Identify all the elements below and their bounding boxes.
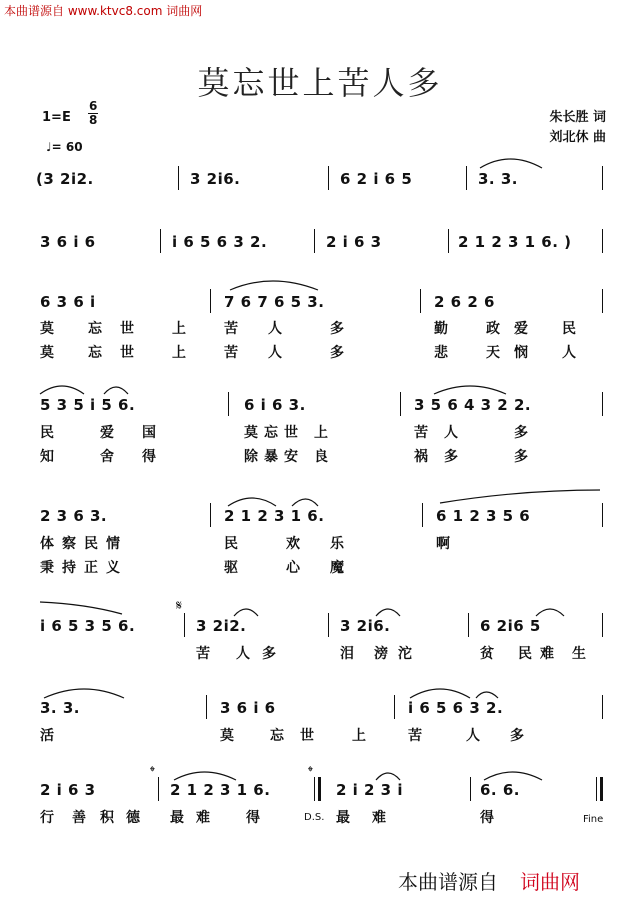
slur bbox=[376, 773, 400, 780]
watermark-bottom bbox=[398, 866, 580, 895]
lyric: 莫 bbox=[220, 728, 234, 744]
lyric: 人 bbox=[268, 321, 282, 337]
lyric: 心 bbox=[286, 560, 300, 576]
slur bbox=[536, 609, 564, 616]
lyric: 沱 bbox=[398, 646, 412, 662]
lyric: 爱 bbox=[100, 425, 114, 441]
lyric: 最 bbox=[336, 810, 350, 826]
lyric: 情 bbox=[106, 536, 120, 552]
measure: 2 1 2 3 1 6. bbox=[170, 781, 271, 799]
lyric: 难 bbox=[540, 646, 554, 662]
lyric: 体 bbox=[40, 536, 54, 552]
lyric: 泪 bbox=[340, 646, 354, 662]
lyric: 难 bbox=[196, 810, 210, 826]
tempo-marking: ♩= 60 bbox=[46, 140, 83, 154]
lyric: 悯 bbox=[514, 345, 528, 361]
measure: 6 3 6 i bbox=[40, 293, 96, 311]
slur bbox=[40, 602, 122, 614]
lyric: 得 bbox=[246, 810, 260, 826]
lyric: 悲 bbox=[434, 345, 448, 361]
measure: 6 2i6 5 bbox=[480, 617, 541, 635]
lyric: 多 bbox=[514, 425, 528, 441]
lyric: 贫 bbox=[480, 646, 494, 662]
slur bbox=[292, 499, 318, 506]
lyric: 人 bbox=[444, 425, 458, 441]
watermark-bottom-right: 词曲网 bbox=[520, 870, 580, 894]
lyric: 行 bbox=[40, 810, 54, 826]
lyric: 得 bbox=[480, 810, 494, 826]
lyric: 生 bbox=[572, 646, 586, 662]
slur bbox=[228, 498, 276, 506]
lyric: 察 bbox=[62, 536, 76, 552]
lyric: 莫 bbox=[244, 425, 258, 441]
slur bbox=[376, 609, 400, 616]
meter-bottom: 8 bbox=[89, 113, 98, 127]
lyric: 除 bbox=[244, 449, 258, 465]
lyric: 苦 bbox=[408, 728, 422, 744]
lyric: 多 bbox=[330, 321, 344, 337]
lyric: 啊 bbox=[436, 536, 450, 552]
slur bbox=[230, 281, 318, 290]
lyricist-credit: 朱长胜 词 bbox=[549, 110, 606, 125]
measure: 2 6 2 6 bbox=[434, 293, 495, 311]
lyric: 世 bbox=[120, 345, 134, 361]
watermark-top: 本曲谱源自 www.ktvc8.com 词曲网 bbox=[4, 4, 203, 18]
coda-symbol: 𝄌 bbox=[308, 764, 313, 780]
measure: 6. 6. bbox=[480, 781, 520, 799]
lyric: 民 bbox=[562, 321, 576, 337]
lyric: 政 bbox=[486, 321, 500, 337]
lyric: 莫 bbox=[40, 321, 54, 337]
lyric: 国 bbox=[142, 425, 156, 441]
lyric: 最 bbox=[170, 810, 184, 826]
song-title: 莫忘世上苦人多 bbox=[197, 64, 443, 102]
composer-credit: 刘北休 曲 bbox=[549, 130, 606, 145]
lyric: 天 bbox=[486, 345, 500, 361]
measure: 3. 3. bbox=[478, 170, 518, 188]
lyric: 世 bbox=[284, 425, 298, 441]
measure: 3 6 i 6 bbox=[40, 233, 96, 251]
lyric: 持 bbox=[62, 560, 76, 576]
lyric: 积 bbox=[100, 810, 114, 826]
lyric: 人 bbox=[466, 728, 480, 744]
measure: 7 6 7 6 5 3. bbox=[224, 293, 325, 311]
slur bbox=[44, 689, 124, 698]
measure: 3 2i6. bbox=[190, 170, 241, 188]
slur bbox=[484, 772, 542, 780]
lyric: 滂 bbox=[374, 646, 388, 662]
measure: 3 2i2. bbox=[196, 617, 247, 635]
lyric: 乐 bbox=[330, 536, 344, 552]
lyric: 上 bbox=[314, 425, 328, 441]
lyric: 世 bbox=[300, 728, 314, 744]
key-signature: 1=E bbox=[42, 110, 71, 125]
lyric: 民 bbox=[224, 536, 238, 552]
measure: 6 1 2 3 5 6 bbox=[436, 507, 531, 525]
lyric: 欢 bbox=[286, 536, 300, 552]
lyric: 苦 bbox=[224, 321, 238, 337]
measure: 2 i 6 3 bbox=[326, 233, 382, 251]
segno-symbol: 𝄋 bbox=[176, 598, 183, 614]
lyric: 人 bbox=[562, 345, 576, 361]
slur bbox=[410, 689, 470, 698]
lyric: 驱 bbox=[224, 560, 238, 576]
measure: 2 i 6 3 bbox=[40, 781, 96, 799]
lyric: 世 bbox=[120, 321, 134, 337]
measure: 5 3 5 i 5 6. bbox=[40, 396, 136, 414]
lyric: 得 bbox=[142, 449, 156, 465]
slur bbox=[434, 386, 506, 394]
measure: 3 2i6. bbox=[340, 617, 391, 635]
measure: 3. 3. bbox=[40, 699, 80, 717]
lyric: 上 bbox=[352, 728, 366, 744]
lyric: 祸 bbox=[414, 449, 428, 465]
lyric: 善 bbox=[72, 810, 86, 826]
measure: (3 2i2. bbox=[36, 170, 94, 188]
slur bbox=[476, 692, 498, 698]
lyric: 人 bbox=[236, 646, 250, 662]
measure: 3 6 i 6 bbox=[220, 699, 276, 717]
lyric: 忘 bbox=[270, 728, 284, 744]
measure: 2 3 6 3. bbox=[40, 507, 108, 525]
lyric: 苦 bbox=[196, 646, 210, 662]
lyric: 多 bbox=[514, 449, 528, 465]
lyric: 舍 bbox=[100, 449, 114, 465]
slur bbox=[174, 772, 236, 780]
measure: i 6 5 6 3 2. bbox=[408, 699, 504, 717]
lyric: 上 bbox=[172, 345, 186, 361]
lyric: 义 bbox=[106, 560, 120, 576]
measure: i 6 5 3 5 6. bbox=[40, 617, 136, 635]
lyric: 上 bbox=[172, 321, 186, 337]
measure: 2 i 2 3 i bbox=[336, 781, 403, 799]
slur bbox=[480, 159, 542, 168]
lyric: 民 bbox=[518, 646, 532, 662]
slur bbox=[440, 490, 600, 503]
lyric: 民 bbox=[40, 425, 54, 441]
lyric: 多 bbox=[444, 449, 458, 465]
coda-symbol: 𝄌 bbox=[150, 764, 155, 780]
measure: 6 2 i 6 5 bbox=[340, 170, 413, 188]
watermark-bottom-left: 本曲谱源自 bbox=[398, 870, 498, 894]
lyric: 难 bbox=[372, 810, 386, 826]
lyric: 忘 bbox=[88, 345, 102, 361]
lyric: 多 bbox=[262, 646, 276, 662]
measure: 2 1 2 3 1 6. bbox=[224, 507, 325, 525]
lyric: 忘 bbox=[88, 321, 102, 337]
slur bbox=[234, 609, 258, 616]
meter-top: 6 bbox=[89, 99, 98, 113]
lyric: 爱 bbox=[514, 321, 528, 337]
lyric: 正 bbox=[84, 560, 98, 576]
lyric: 人 bbox=[268, 345, 282, 361]
lyric: 勤 bbox=[434, 321, 448, 337]
measure: 6 i 6 3. bbox=[244, 396, 306, 414]
lyric: 良 bbox=[314, 449, 328, 465]
lyric: 苦 bbox=[414, 425, 428, 441]
slur bbox=[40, 386, 84, 394]
lyric: 德 bbox=[126, 810, 140, 826]
da-segno-mark: D.S. bbox=[304, 812, 325, 823]
lyric: 秉 bbox=[40, 560, 54, 576]
measure: i 6 5 6 3 2. bbox=[172, 233, 268, 251]
lyric: 暴 bbox=[264, 449, 278, 465]
lyric: 苦 bbox=[224, 345, 238, 361]
lyric: 活 bbox=[40, 728, 54, 744]
lyric: 多 bbox=[510, 728, 524, 744]
measure: 3 5 6 4 3 2 2. bbox=[414, 396, 532, 414]
lyric: 多 bbox=[330, 345, 344, 361]
lyric: 莫 bbox=[40, 345, 54, 361]
lyric: 知 bbox=[40, 449, 54, 465]
lyric: 安 bbox=[284, 449, 298, 465]
lyric: 魔 bbox=[330, 560, 344, 576]
fine-mark: Fine bbox=[583, 814, 604, 825]
lyric: 民 bbox=[84, 536, 98, 552]
lyric: 忘 bbox=[264, 425, 278, 441]
slur bbox=[104, 387, 128, 394]
measure: 2 1 2 3 1 6. ) bbox=[458, 233, 572, 251]
